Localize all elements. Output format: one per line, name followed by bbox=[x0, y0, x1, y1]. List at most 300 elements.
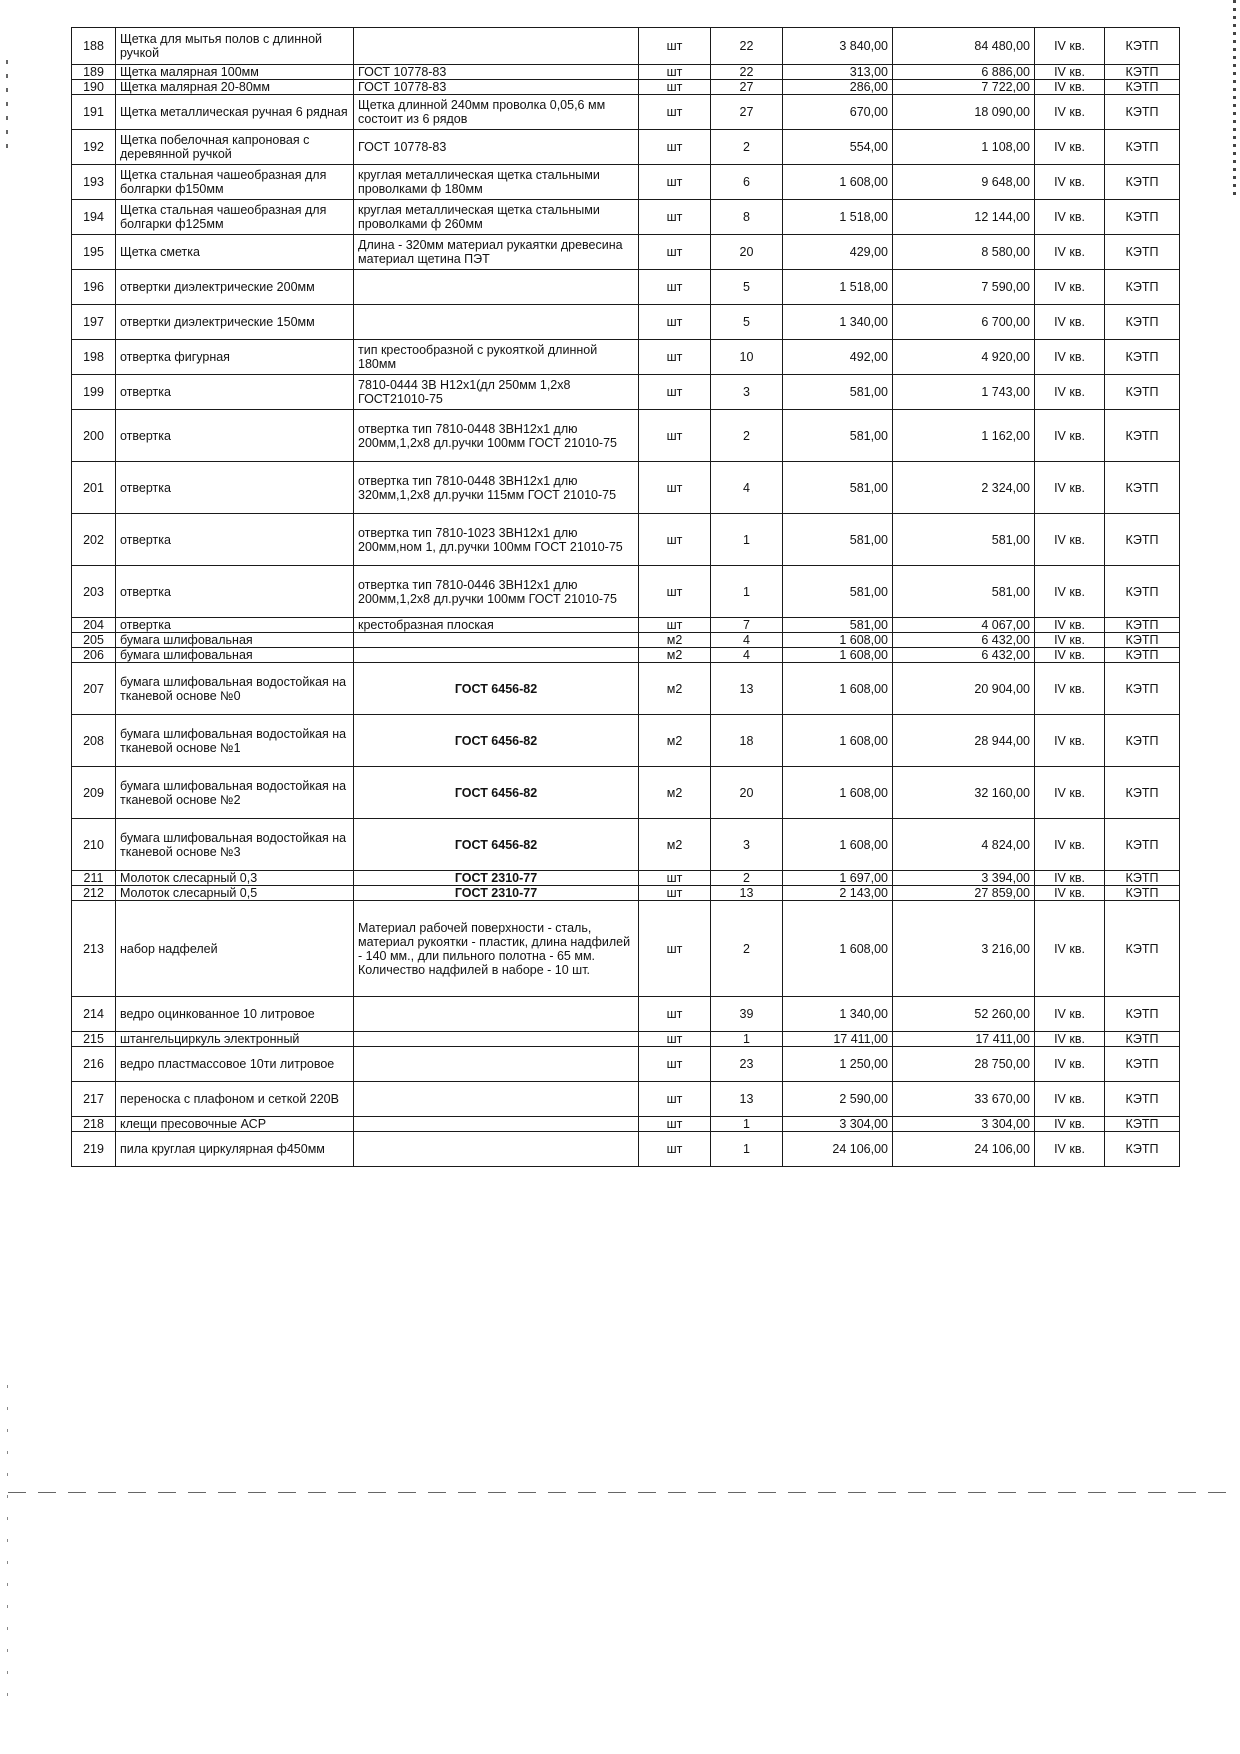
cell-quarter: IV кв. bbox=[1035, 65, 1105, 80]
cell-org: КЭТП bbox=[1105, 410, 1180, 462]
cell-spec: Материал рабочей поверхности - сталь, материал рукоятки - пластик, длина надфилей - 140 мм., дли пильного полотна - 65 мм. Количество надфилей в наборе - 10 шт. bbox=[354, 901, 639, 997]
cell-qty: 20 bbox=[711, 235, 783, 270]
table-row bbox=[72, 130, 1180, 165]
cell-spec bbox=[354, 1082, 639, 1117]
cell-org: КЭТП bbox=[1105, 871, 1180, 886]
cell-spec bbox=[354, 28, 639, 65]
cell-qty: 13 bbox=[711, 886, 783, 901]
cell-spec bbox=[354, 648, 639, 663]
cell-price: 1 608,00 bbox=[783, 715, 893, 767]
cell-sum: 7 590,00 bbox=[893, 270, 1035, 305]
cell-sum: 581,00 bbox=[893, 514, 1035, 566]
table-row bbox=[72, 1082, 1180, 1117]
cell-num: 212 bbox=[72, 886, 116, 901]
cell-qty: 23 bbox=[711, 1047, 783, 1082]
cell-num: 211 bbox=[72, 871, 116, 886]
cell-quarter: IV кв. bbox=[1035, 1117, 1105, 1132]
scan-artifact-left-marks bbox=[6, 60, 8, 150]
cell-qty: 2 bbox=[711, 901, 783, 997]
cell-quarter: IV кв. bbox=[1035, 767, 1105, 819]
cell-org: КЭТП bbox=[1105, 80, 1180, 95]
cell-sum: 18 090,00 bbox=[893, 95, 1035, 130]
cell-org: КЭТП bbox=[1105, 633, 1180, 648]
cell-num: 207 bbox=[72, 663, 116, 715]
cell-org: КЭТП bbox=[1105, 767, 1180, 819]
cell-name: отвертки диэлектрические 150мм bbox=[116, 305, 354, 340]
cell-name: Щетка стальная чашеобразная для болгарки ф125мм bbox=[116, 200, 354, 235]
cell-unit: шт bbox=[639, 1032, 711, 1047]
table-row bbox=[72, 1132, 1180, 1167]
cell-quarter: IV кв. bbox=[1035, 28, 1105, 65]
cell-qty: 1 bbox=[711, 1117, 783, 1132]
cell-qty: 2 bbox=[711, 410, 783, 462]
cell-qty: 8 bbox=[711, 200, 783, 235]
cell-unit: шт bbox=[639, 618, 711, 633]
cell-price: 17 411,00 bbox=[783, 1032, 893, 1047]
cell-name: штангельциркуль электронный bbox=[116, 1032, 354, 1047]
cell-name: отвертка bbox=[116, 375, 354, 410]
table-row bbox=[72, 28, 1180, 65]
cell-name: отвертка bbox=[116, 410, 354, 462]
cell-quarter: IV кв. bbox=[1035, 566, 1105, 618]
cell-org: КЭТП bbox=[1105, 340, 1180, 375]
cell-spec: Длина - 320мм материал рукаятки древесина материал щетина ПЭТ bbox=[354, 235, 639, 270]
cell-sum: 12 144,00 bbox=[893, 200, 1035, 235]
cell-quarter: IV кв. bbox=[1035, 340, 1105, 375]
cell-num: 203 bbox=[72, 566, 116, 618]
cell-org: КЭТП bbox=[1105, 200, 1180, 235]
cell-org: КЭТП bbox=[1105, 1032, 1180, 1047]
cell-price: 492,00 bbox=[783, 340, 893, 375]
cell-price: 1 697,00 bbox=[783, 871, 893, 886]
cell-price: 581,00 bbox=[783, 410, 893, 462]
cell-name: ведро пластмассовое 10ти литровое bbox=[116, 1047, 354, 1082]
items-table bbox=[71, 27, 1180, 1167]
cell-spec: круглая металлическая щетка стальными проволками ф 260мм bbox=[354, 200, 639, 235]
cell-unit: шт bbox=[639, 410, 711, 462]
cell-num: 202 bbox=[72, 514, 116, 566]
cell-price: 581,00 bbox=[783, 462, 893, 514]
cell-num: 214 bbox=[72, 997, 116, 1032]
cell-name: бумага шлифовальная водостойкая на тканевой основе №3 bbox=[116, 819, 354, 871]
cell-num: 209 bbox=[72, 767, 116, 819]
scan-artifact-fold-line bbox=[8, 1492, 1233, 1493]
cell-qty: 27 bbox=[711, 95, 783, 130]
cell-spec: крестобразная плоская bbox=[354, 618, 639, 633]
cell-sum: 4 920,00 bbox=[893, 340, 1035, 375]
cell-quarter: IV кв. bbox=[1035, 462, 1105, 514]
table-row bbox=[72, 270, 1180, 305]
cell-num: 218 bbox=[72, 1117, 116, 1132]
cell-sum: 33 670,00 bbox=[893, 1082, 1035, 1117]
cell-quarter: IV кв. bbox=[1035, 1082, 1105, 1117]
cell-quarter: IV кв. bbox=[1035, 80, 1105, 95]
cell-name: бумага шлифовальная водостойкая на тканевой основе №0 bbox=[116, 663, 354, 715]
table-row bbox=[72, 80, 1180, 95]
cell-quarter: IV кв. bbox=[1035, 235, 1105, 270]
cell-num: 192 bbox=[72, 130, 116, 165]
cell-name: Щетка сметка bbox=[116, 235, 354, 270]
cell-num: 190 bbox=[72, 80, 116, 95]
table-row bbox=[72, 997, 1180, 1032]
cell-org: КЭТП bbox=[1105, 462, 1180, 514]
table-row bbox=[72, 715, 1180, 767]
cell-spec: ГОСТ 10778-83 bbox=[354, 80, 639, 95]
cell-num: 195 bbox=[72, 235, 116, 270]
cell-spec: ГОСТ 2310-77 bbox=[354, 871, 639, 886]
cell-num: 213 bbox=[72, 901, 116, 997]
cell-sum: 9 648,00 bbox=[893, 165, 1035, 200]
cell-quarter: IV кв. bbox=[1035, 95, 1105, 130]
cell-unit: шт bbox=[639, 462, 711, 514]
cell-price: 3 840,00 bbox=[783, 28, 893, 65]
cell-org: КЭТП bbox=[1105, 130, 1180, 165]
cell-name: Молоток слесарный 0,5 bbox=[116, 886, 354, 901]
cell-num: 216 bbox=[72, 1047, 116, 1082]
cell-unit: шт bbox=[639, 375, 711, 410]
cell-price: 2 143,00 bbox=[783, 886, 893, 901]
cell-spec: ГОСТ 10778-83 bbox=[354, 130, 639, 165]
cell-quarter: IV кв. bbox=[1035, 618, 1105, 633]
cell-num: 217 bbox=[72, 1082, 116, 1117]
table-row bbox=[72, 65, 1180, 80]
cell-unit: шт bbox=[639, 270, 711, 305]
cell-num: 210 bbox=[72, 819, 116, 871]
cell-org: КЭТП bbox=[1105, 901, 1180, 997]
cell-price: 3 304,00 bbox=[783, 1117, 893, 1132]
cell-org: КЭТП bbox=[1105, 1082, 1180, 1117]
cell-quarter: IV кв. bbox=[1035, 648, 1105, 663]
cell-quarter: IV кв. bbox=[1035, 514, 1105, 566]
cell-qty: 10 bbox=[711, 340, 783, 375]
cell-quarter: IV кв. bbox=[1035, 871, 1105, 886]
cell-qty: 1 bbox=[711, 566, 783, 618]
cell-unit: шт bbox=[639, 566, 711, 618]
cell-price: 1 518,00 bbox=[783, 270, 893, 305]
cell-qty: 22 bbox=[711, 28, 783, 65]
cell-name: отвертка bbox=[116, 618, 354, 633]
cell-price: 1 608,00 bbox=[783, 901, 893, 997]
cell-price: 286,00 bbox=[783, 80, 893, 95]
cell-num: 197 bbox=[72, 305, 116, 340]
cell-quarter: IV кв. bbox=[1035, 997, 1105, 1032]
cell-quarter: IV кв. bbox=[1035, 715, 1105, 767]
cell-unit: шт bbox=[639, 235, 711, 270]
cell-qty: 3 bbox=[711, 375, 783, 410]
cell-unit: шт bbox=[639, 901, 711, 997]
cell-quarter: IV кв. bbox=[1035, 633, 1105, 648]
cell-sum: 28 750,00 bbox=[893, 1047, 1035, 1082]
cell-sum: 27 859,00 bbox=[893, 886, 1035, 901]
cell-sum: 3 304,00 bbox=[893, 1117, 1035, 1132]
table-row bbox=[72, 1117, 1180, 1132]
cell-quarter: IV кв. bbox=[1035, 819, 1105, 871]
cell-num: 201 bbox=[72, 462, 116, 514]
cell-sum: 7 722,00 bbox=[893, 80, 1035, 95]
table-row bbox=[72, 566, 1180, 618]
cell-price: 1 250,00 bbox=[783, 1047, 893, 1082]
table-row bbox=[72, 200, 1180, 235]
cell-quarter: IV кв. bbox=[1035, 165, 1105, 200]
table-row bbox=[72, 663, 1180, 715]
table-row bbox=[72, 410, 1180, 462]
cell-qty: 2 bbox=[711, 130, 783, 165]
cell-org: КЭТП bbox=[1105, 715, 1180, 767]
cell-org: КЭТП bbox=[1105, 375, 1180, 410]
cell-price: 1 340,00 bbox=[783, 997, 893, 1032]
cell-spec: тип крестообразной с рукояткой длинной 180мм bbox=[354, 340, 639, 375]
cell-sum: 4 824,00 bbox=[893, 819, 1035, 871]
cell-unit: шт bbox=[639, 165, 711, 200]
cell-num: 208 bbox=[72, 715, 116, 767]
cell-spec bbox=[354, 305, 639, 340]
cell-unit: шт bbox=[639, 1117, 711, 1132]
cell-num: 205 bbox=[72, 633, 116, 648]
cell-quarter: IV кв. bbox=[1035, 886, 1105, 901]
cell-price: 1 608,00 bbox=[783, 767, 893, 819]
cell-org: КЭТП bbox=[1105, 663, 1180, 715]
cell-unit: шт bbox=[639, 65, 711, 80]
cell-name: отвертка фигурная bbox=[116, 340, 354, 375]
cell-sum: 6 886,00 bbox=[893, 65, 1035, 80]
cell-unit: м2 bbox=[639, 767, 711, 819]
cell-sum: 6 432,00 bbox=[893, 648, 1035, 663]
cell-sum: 52 260,00 bbox=[893, 997, 1035, 1032]
cell-qty: 18 bbox=[711, 715, 783, 767]
cell-org: КЭТП bbox=[1105, 997, 1180, 1032]
table-row bbox=[72, 886, 1180, 901]
cell-qty: 20 bbox=[711, 767, 783, 819]
cell-spec bbox=[354, 1132, 639, 1167]
cell-name: ведро оцинкованное 10 литровое bbox=[116, 997, 354, 1032]
cell-num: 204 bbox=[72, 618, 116, 633]
cell-sum: 2 324,00 bbox=[893, 462, 1035, 514]
cell-org: КЭТП bbox=[1105, 886, 1180, 901]
cell-sum: 4 067,00 bbox=[893, 618, 1035, 633]
cell-price: 313,00 bbox=[783, 65, 893, 80]
cell-quarter: IV кв. bbox=[1035, 663, 1105, 715]
table-row bbox=[72, 340, 1180, 375]
table-row bbox=[72, 95, 1180, 130]
cell-quarter: IV кв. bbox=[1035, 1032, 1105, 1047]
cell-sum: 84 480,00 bbox=[893, 28, 1035, 65]
cell-num: 200 bbox=[72, 410, 116, 462]
cell-name: Щетка для мытья полов с длинной ручкой bbox=[116, 28, 354, 65]
table-row bbox=[72, 767, 1180, 819]
cell-name: бумага шлифовальная водостойкая на тканевой основе №2 bbox=[116, 767, 354, 819]
cell-num: 199 bbox=[72, 375, 116, 410]
cell-qty: 1 bbox=[711, 1032, 783, 1047]
cell-num: 189 bbox=[72, 65, 116, 80]
cell-unit: шт bbox=[639, 1047, 711, 1082]
cell-price: 2 590,00 bbox=[783, 1082, 893, 1117]
cell-num: 188 bbox=[72, 28, 116, 65]
cell-name: Щетка побелочная капроновая с деревянной ручкой bbox=[116, 130, 354, 165]
cell-unit: шт bbox=[639, 1132, 711, 1167]
cell-name: пила круглая циркулярная ф450мм bbox=[116, 1132, 354, 1167]
cell-spec bbox=[354, 997, 639, 1032]
cell-sum: 32 160,00 bbox=[893, 767, 1035, 819]
scan-artifact-right-edge bbox=[1233, 0, 1236, 200]
cell-spec: отвертка тип 7810-0446 3ВН12х1 длю 200мм,1,2х8 дл.ручки 100мм ГОСТ 21010-75 bbox=[354, 566, 639, 618]
cell-qty: 4 bbox=[711, 462, 783, 514]
cell-org: КЭТП bbox=[1105, 28, 1180, 65]
cell-spec: ГОСТ 6456-82 bbox=[354, 819, 639, 871]
cell-qty: 5 bbox=[711, 305, 783, 340]
cell-sum: 20 904,00 bbox=[893, 663, 1035, 715]
cell-sum: 581,00 bbox=[893, 566, 1035, 618]
cell-quarter: IV кв. bbox=[1035, 1047, 1105, 1082]
cell-spec: отвертка тип 7810-0448 3ВН12х1 длю 200мм,1,2х8 дл.ручки 100мм ГОСТ 21010-75 bbox=[354, 410, 639, 462]
cell-quarter: IV кв. bbox=[1035, 410, 1105, 462]
cell-unit: шт bbox=[639, 1082, 711, 1117]
cell-name: Щетка стальная чашеобразная для болгарки ф150мм bbox=[116, 165, 354, 200]
cell-org: КЭТП bbox=[1105, 648, 1180, 663]
cell-qty: 1 bbox=[711, 1132, 783, 1167]
cell-spec: ГОСТ 6456-82 bbox=[354, 767, 639, 819]
items-table-body bbox=[72, 28, 1180, 1167]
cell-price: 1 608,00 bbox=[783, 819, 893, 871]
cell-qty: 27 bbox=[711, 80, 783, 95]
cell-org: КЭТП bbox=[1105, 270, 1180, 305]
cell-num: 194 bbox=[72, 200, 116, 235]
cell-unit: шт bbox=[639, 130, 711, 165]
table-row bbox=[72, 462, 1180, 514]
cell-sum: 3 216,00 bbox=[893, 901, 1035, 997]
cell-quarter: IV кв. bbox=[1035, 901, 1105, 997]
cell-num: 193 bbox=[72, 165, 116, 200]
cell-qty: 4 bbox=[711, 648, 783, 663]
cell-unit: шт bbox=[639, 305, 711, 340]
cell-unit: м2 bbox=[639, 715, 711, 767]
cell-qty: 13 bbox=[711, 1082, 783, 1117]
cell-unit: м2 bbox=[639, 663, 711, 715]
table-row bbox=[72, 648, 1180, 663]
cell-sum: 24 106,00 bbox=[893, 1132, 1035, 1167]
cell-name: Щетка малярная 20-80мм bbox=[116, 80, 354, 95]
cell-unit: шт bbox=[639, 200, 711, 235]
cell-name: отвертка bbox=[116, 566, 354, 618]
cell-unit: шт bbox=[639, 28, 711, 65]
cell-org: КЭТП bbox=[1105, 65, 1180, 80]
cell-spec: ГОСТ 6456-82 bbox=[354, 663, 639, 715]
cell-price: 24 106,00 bbox=[783, 1132, 893, 1167]
cell-unit: шт bbox=[639, 871, 711, 886]
cell-unit: шт bbox=[639, 340, 711, 375]
table-row bbox=[72, 618, 1180, 633]
cell-num: 191 bbox=[72, 95, 116, 130]
cell-name: клещи пресовочные АСР bbox=[116, 1117, 354, 1132]
cell-num: 215 bbox=[72, 1032, 116, 1047]
cell-qty: 22 bbox=[711, 65, 783, 80]
cell-spec bbox=[354, 633, 639, 648]
cell-price: 1 608,00 bbox=[783, 633, 893, 648]
cell-name: Щетка металлическая ручная 6 рядная bbox=[116, 95, 354, 130]
cell-quarter: IV кв. bbox=[1035, 130, 1105, 165]
cell-unit: шт bbox=[639, 886, 711, 901]
cell-unit: шт bbox=[639, 514, 711, 566]
cell-spec: ГОСТ 10778-83 bbox=[354, 65, 639, 80]
cell-sum: 1 743,00 bbox=[893, 375, 1035, 410]
cell-name: Щетка малярная 100мм bbox=[116, 65, 354, 80]
cell-num: 219 bbox=[72, 1132, 116, 1167]
cell-spec: ГОСТ 2310-77 bbox=[354, 886, 639, 901]
cell-sum: 1 108,00 bbox=[893, 130, 1035, 165]
cell-qty: 7 bbox=[711, 618, 783, 633]
cell-price: 554,00 bbox=[783, 130, 893, 165]
cell-unit: шт bbox=[639, 95, 711, 130]
cell-org: КЭТП bbox=[1105, 566, 1180, 618]
cell-quarter: IV кв. bbox=[1035, 1132, 1105, 1167]
cell-quarter: IV кв. bbox=[1035, 200, 1105, 235]
cell-price: 581,00 bbox=[783, 566, 893, 618]
table-row bbox=[72, 1047, 1180, 1082]
cell-price: 1 340,00 bbox=[783, 305, 893, 340]
cell-org: КЭТП bbox=[1105, 618, 1180, 633]
cell-qty: 4 bbox=[711, 633, 783, 648]
cell-spec bbox=[354, 1117, 639, 1132]
cell-org: КЭТП bbox=[1105, 165, 1180, 200]
cell-name: отвертки диэлектрические 200мм bbox=[116, 270, 354, 305]
table-row bbox=[72, 235, 1180, 270]
cell-sum: 6 700,00 bbox=[893, 305, 1035, 340]
cell-spec: 7810-0444 3В Н12х1(дл 250мм 1,2х8 ГОСТ21010-75 bbox=[354, 375, 639, 410]
cell-org: КЭТП bbox=[1105, 1047, 1180, 1082]
cell-price: 1 608,00 bbox=[783, 648, 893, 663]
cell-org: КЭТП bbox=[1105, 819, 1180, 871]
cell-org: КЭТП bbox=[1105, 235, 1180, 270]
cell-spec bbox=[354, 1032, 639, 1047]
cell-spec: отвертка тип 7810-0448 3ВН12х1 длю 320мм,1,2х8 дл.ручки 115мм ГОСТ 21010-75 bbox=[354, 462, 639, 514]
cell-name: переноска с плафоном и сеткой 220В bbox=[116, 1082, 354, 1117]
cell-price: 581,00 bbox=[783, 375, 893, 410]
cell-unit: м2 bbox=[639, 648, 711, 663]
cell-unit: м2 bbox=[639, 819, 711, 871]
cell-price: 1 518,00 bbox=[783, 200, 893, 235]
cell-name: Молоток слесарный 0,3 bbox=[116, 871, 354, 886]
table-row bbox=[72, 375, 1180, 410]
cell-quarter: IV кв. bbox=[1035, 305, 1105, 340]
cell-spec: отвертка тип 7810-1023 3ВН12х1 длю 200мм,ном 1, дл.ручки 100мм ГОСТ 21010-75 bbox=[354, 514, 639, 566]
table-row bbox=[72, 871, 1180, 886]
cell-name: бумага шлифовальная bbox=[116, 648, 354, 663]
cell-price: 429,00 bbox=[783, 235, 893, 270]
cell-price: 670,00 bbox=[783, 95, 893, 130]
table-row bbox=[72, 514, 1180, 566]
cell-name: бумага шлифовальная водостойкая на тканевой основе №1 bbox=[116, 715, 354, 767]
table-row bbox=[72, 1032, 1180, 1047]
cell-num: 198 bbox=[72, 340, 116, 375]
cell-sum: 8 580,00 bbox=[893, 235, 1035, 270]
cell-sum: 6 432,00 bbox=[893, 633, 1035, 648]
cell-price: 1 608,00 bbox=[783, 165, 893, 200]
cell-unit: шт bbox=[639, 997, 711, 1032]
cell-name: набор надфелей bbox=[116, 901, 354, 997]
cell-spec: Щетка длинной 240мм проволка 0,05,6 мм состоит из 6 рядов bbox=[354, 95, 639, 130]
cell-qty: 39 bbox=[711, 997, 783, 1032]
cell-quarter: IV кв. bbox=[1035, 375, 1105, 410]
cell-price: 581,00 bbox=[783, 618, 893, 633]
cell-name: отвертка bbox=[116, 514, 354, 566]
cell-sum: 28 944,00 bbox=[893, 715, 1035, 767]
cell-quarter: IV кв. bbox=[1035, 270, 1105, 305]
cell-org: КЭТП bbox=[1105, 95, 1180, 130]
cell-qty: 2 bbox=[711, 871, 783, 886]
cell-spec bbox=[354, 1047, 639, 1082]
cell-org: КЭТП bbox=[1105, 1117, 1180, 1132]
cell-qty: 3 bbox=[711, 819, 783, 871]
cell-spec: круглая металлическая щетка стальными проволками ф 180мм bbox=[354, 165, 639, 200]
